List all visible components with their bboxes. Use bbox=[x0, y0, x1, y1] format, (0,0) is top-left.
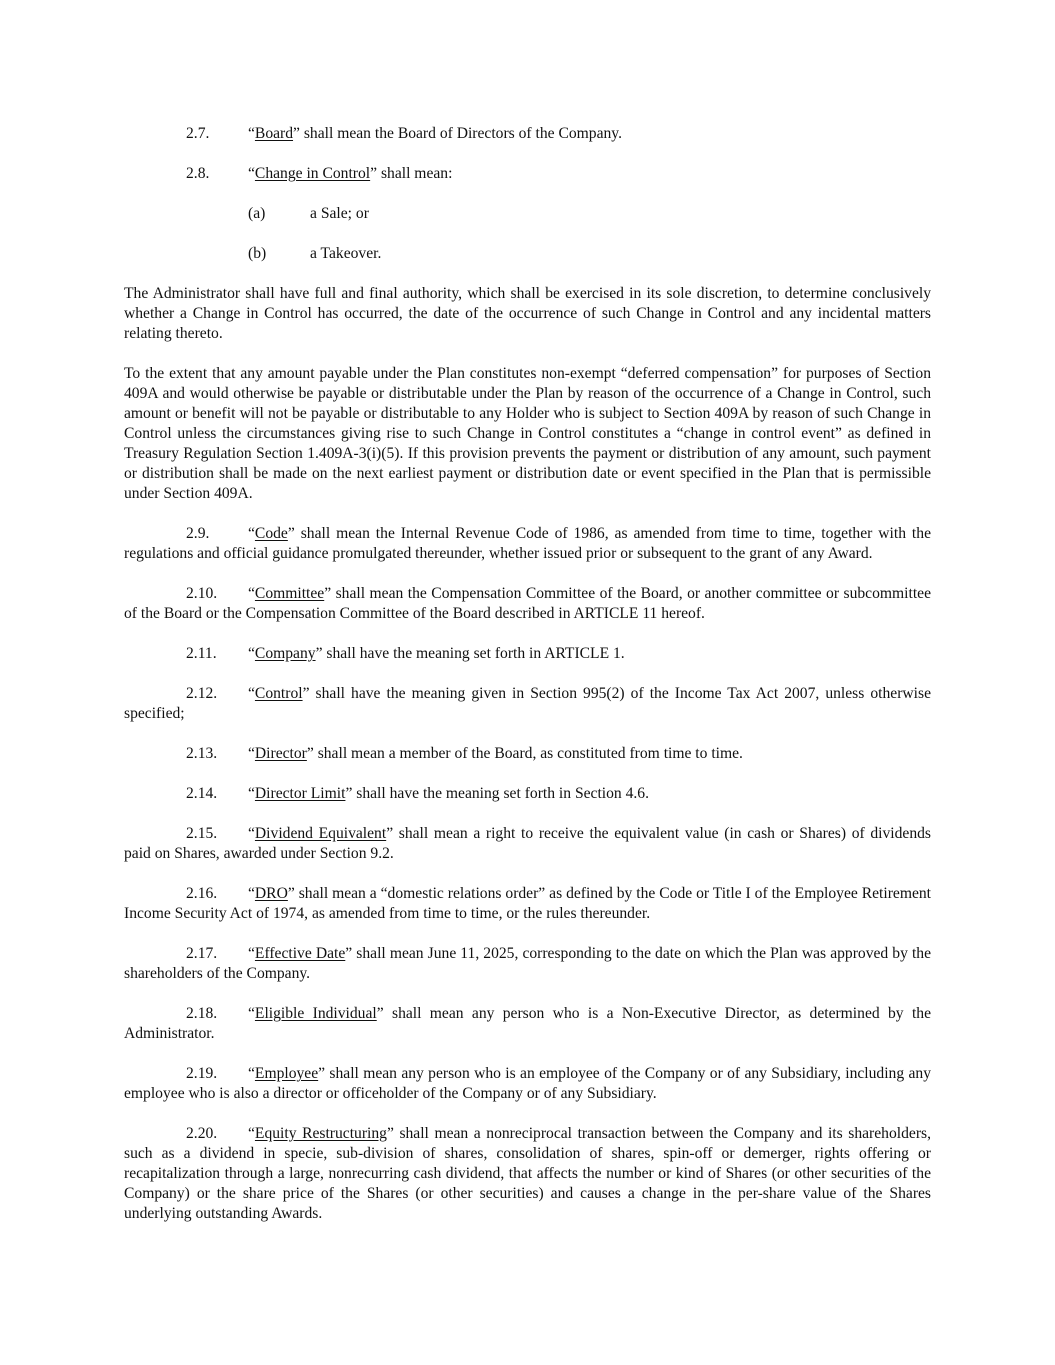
subsection-label: (b) bbox=[248, 245, 267, 262]
defined-term: Employee bbox=[254, 1065, 319, 1082]
defined-term: Effective Date bbox=[254, 945, 346, 962]
section-409a-paragraph: To the extent that any amount payable under the Plan constitutes non-exempt “deferred compensation” for purposes of Section 409A and would otherwise be payable or distributable under the Plan by reason of the occurrence of a Change in Control, such amount or benefit will not be payable or distributable to any Holder who is subject to Section 409A by reason of such Change in Control unless the circumstances giving rise to such Change in Control constitutes a “change in control event” as defined in Treasury Regulation Section 1.409A-3(i)(5). If this provision prevents the payment or distribution of any amount, such payment or distribution shall be made on the next earliest payment or distribution date or event specified in the Plan that is permissible under Section 409A. bbox=[124, 365, 931, 502]
definition-2-8-a bbox=[124, 204, 931, 224]
defined-term: DRO bbox=[254, 885, 288, 902]
subsection-label: (a) bbox=[248, 205, 266, 222]
definition-text: ” shall mean the Board of Directors of the Company. bbox=[293, 125, 622, 142]
definition-2-19: 2.19. “Employee” shall mean any person who is an employee of the Company or of any Subsidiary, including any employee who is also a director or officeholder of the Company or of any Subsidiary. bbox=[124, 1065, 931, 1102]
defined-term: Change in Control bbox=[254, 165, 371, 182]
defined-term: Control bbox=[254, 685, 303, 702]
administrator-authority-paragraph: The Administrator shall have full and final authority, which shall be exercised in its sole discretion, to determine conclusively whether a Change in Control has occurred, the date of the occurrence of such Change in Control and any incidental matters relating thereto. bbox=[124, 285, 931, 342]
definition-text: ” shall mean June 11, 2025, corresponding to the date on which the Plan was approved by the shareholders of the Company. bbox=[124, 945, 931, 982]
section-number: 2.8. bbox=[186, 165, 210, 182]
section-number: 2.17. bbox=[186, 945, 218, 962]
definition-text: ” shall mean the Compensation Committee of the Board, or another committee or subcommittee of the Board or the Compensation Committee of the Board described in ARTICLE 11 hereof. bbox=[124, 585, 931, 622]
defined-term: Company bbox=[254, 645, 316, 662]
section-number: 2.11. bbox=[186, 645, 217, 662]
definition-2-18: 2.18. “Eligible Individual” shall mean any person who is a Non-Executive Director, as determined by the Administrator. bbox=[124, 1005, 931, 1042]
definition-text: ” shall have the meaning set forth in ARTICLE 1. bbox=[315, 645, 625, 662]
defined-term: Board bbox=[254, 125, 294, 142]
section-number: 2.13. bbox=[186, 745, 218, 762]
defined-term: Committee bbox=[254, 585, 325, 602]
section-number: 2.20. bbox=[186, 1125, 218, 1142]
defined-term: Eligible Individual bbox=[254, 1005, 377, 1022]
section-number: 2.7. bbox=[186, 125, 210, 142]
section-number: 2.19. bbox=[186, 1065, 218, 1082]
section-number: 2.12. bbox=[186, 685, 218, 702]
definition-text: ” shall mean any person who is a Non-Executive Director, as determined by the Administrator. bbox=[124, 1005, 931, 1042]
defined-term: Director bbox=[254, 745, 307, 762]
definition-2-8: 2.8. “Change in Control” shall mean: bbox=[186, 165, 453, 182]
definition-2-8-b bbox=[124, 244, 931, 264]
definition-2-20: 2.20. “Equity Restructuring” shall mean a nonreciprocal transaction between the Company and its shareholders, such as a dividend in specie, sub-division of shares, consolidation of shares, spin-off or demerger, rights offering or recapitalization through a large, nonrecurring cash dividend, that affects the number or kind of Shares (or other securities of the Company) or the share price of the Shares (or other securities) and causes a change in the per-share value of the Shares underlying outstanding Awards. bbox=[124, 1125, 931, 1222]
definition-text: ” shall mean a member of the Board, as constituted from time to time. bbox=[306, 745, 743, 762]
defined-term: Equity Restructuring bbox=[254, 1125, 387, 1142]
definition-text: ” shall have the meaning set forth in Section 4.6. bbox=[345, 785, 650, 802]
defined-term: Code bbox=[254, 525, 288, 542]
definition-text: ” shall mean a nonreciprocal transaction between the Company and its shareholders, such as a dividend in specie, sub-division of shares, consolidation of shares, spin-off or demerger, rights offering or recapitalization through a large, nonrecurring cash dividend, that affects the number or kind of Shares (or other securities of the Company) or the share price of the Shares (or other securities) and causes a change in the per-share value of the Shares underlying outstanding Awards. bbox=[124, 1125, 931, 1222]
definition-2-17: 2.17. “Effective Date” shall mean June 11, 2025, corresponding to the date on which the Plan was approved by the shareholders of the Company. bbox=[124, 945, 931, 982]
definition-text: ” shall mean a right to receive the equivalent value (in cash or Shares) of dividends paid on Shares, awarded under Section 9.2. bbox=[124, 825, 931, 862]
definition-2-16: 2.16. “DRO” shall mean a “domestic relations order” as defined by the Code or Title I of the Employee Retirement Income Security Act of 1974, as amended from time to time, or the rules thereunder. bbox=[124, 885, 931, 922]
section-number: 2.10. bbox=[186, 585, 218, 602]
defined-term: Dividend Equivalent bbox=[254, 825, 387, 842]
section-number: 2.14. bbox=[186, 785, 218, 802]
subsection-text: a Sale; or bbox=[310, 205, 369, 222]
definition-2-15: 2.15. “Dividend Equivalent” shall mean a right to receive the equivalent value (in cash or Shares) of dividends paid on Shares, awarded under Section 9.2. bbox=[124, 825, 931, 862]
subsection-text: a Takeover. bbox=[310, 245, 382, 262]
definition-2-12: 2.12. “Control” shall have the meaning given in Section 995(2) of the Income Tax Act 2007, unless otherwise specified; bbox=[124, 685, 931, 722]
definition-2-9: 2.9. “Code” shall mean the Internal Revenue Code of 1986, as amended from time to time, together with the regulations and official guidance promulgated thereunder, whether issued prior or subsequent to the grant of any Award. bbox=[124, 525, 931, 562]
section-number: 2.16. bbox=[186, 885, 218, 902]
section-number: 2.9. bbox=[186, 525, 210, 542]
definition-2-11: 2.11. “Company” shall have the meaning set forth in ARTICLE 1. bbox=[186, 645, 625, 662]
definition-2-7: 2.7. “Board” shall mean the Board of Directors of the Company. bbox=[186, 125, 622, 142]
document-body bbox=[124, 124, 931, 1244]
definition-text: ” shall have the meaning given in Section 995(2) of the Income Tax Act 2007, unless otherwise specified; bbox=[124, 685, 931, 722]
definition-2-13: 2.13. “Director” shall mean a member of the Board, as constituted from time to time. bbox=[186, 745, 743, 762]
definition-text: ” shall mean the Internal Revenue Code of 1986, as amended from time to time, together with the regulations and official guidance promulgated thereunder, whether issued prior or subsequent to the grant of any Award. bbox=[124, 525, 931, 562]
definition-2-14: 2.14. “Director Limit” shall have the meaning set forth in Section 4.6. bbox=[186, 785, 650, 802]
definition-text: ” shall mean a “domestic relations order” as defined by the Code or Title I of the Employee Retirement Income Security Act of 1974, as amended from time to time, or the rules thereunder. bbox=[124, 885, 931, 922]
definition-text: ” shall mean any person who is an employee of the Company or of any Subsidiary, including any employee who is also a director or officeholder of the Company or of any Subsidiary. bbox=[124, 1065, 931, 1102]
definition-text: ” shall mean: bbox=[370, 165, 453, 182]
section-number: 2.18. bbox=[186, 1005, 218, 1022]
section-number: 2.15. bbox=[186, 825, 218, 842]
defined-term: Director Limit bbox=[254, 785, 346, 802]
definition-2-10: 2.10. “Committee” shall mean the Compensation Committee of the Board, or another committee or subcommittee of the Board or the Compensation Committee of the Board described in ARTICLE 11 hereof. bbox=[124, 585, 931, 622]
